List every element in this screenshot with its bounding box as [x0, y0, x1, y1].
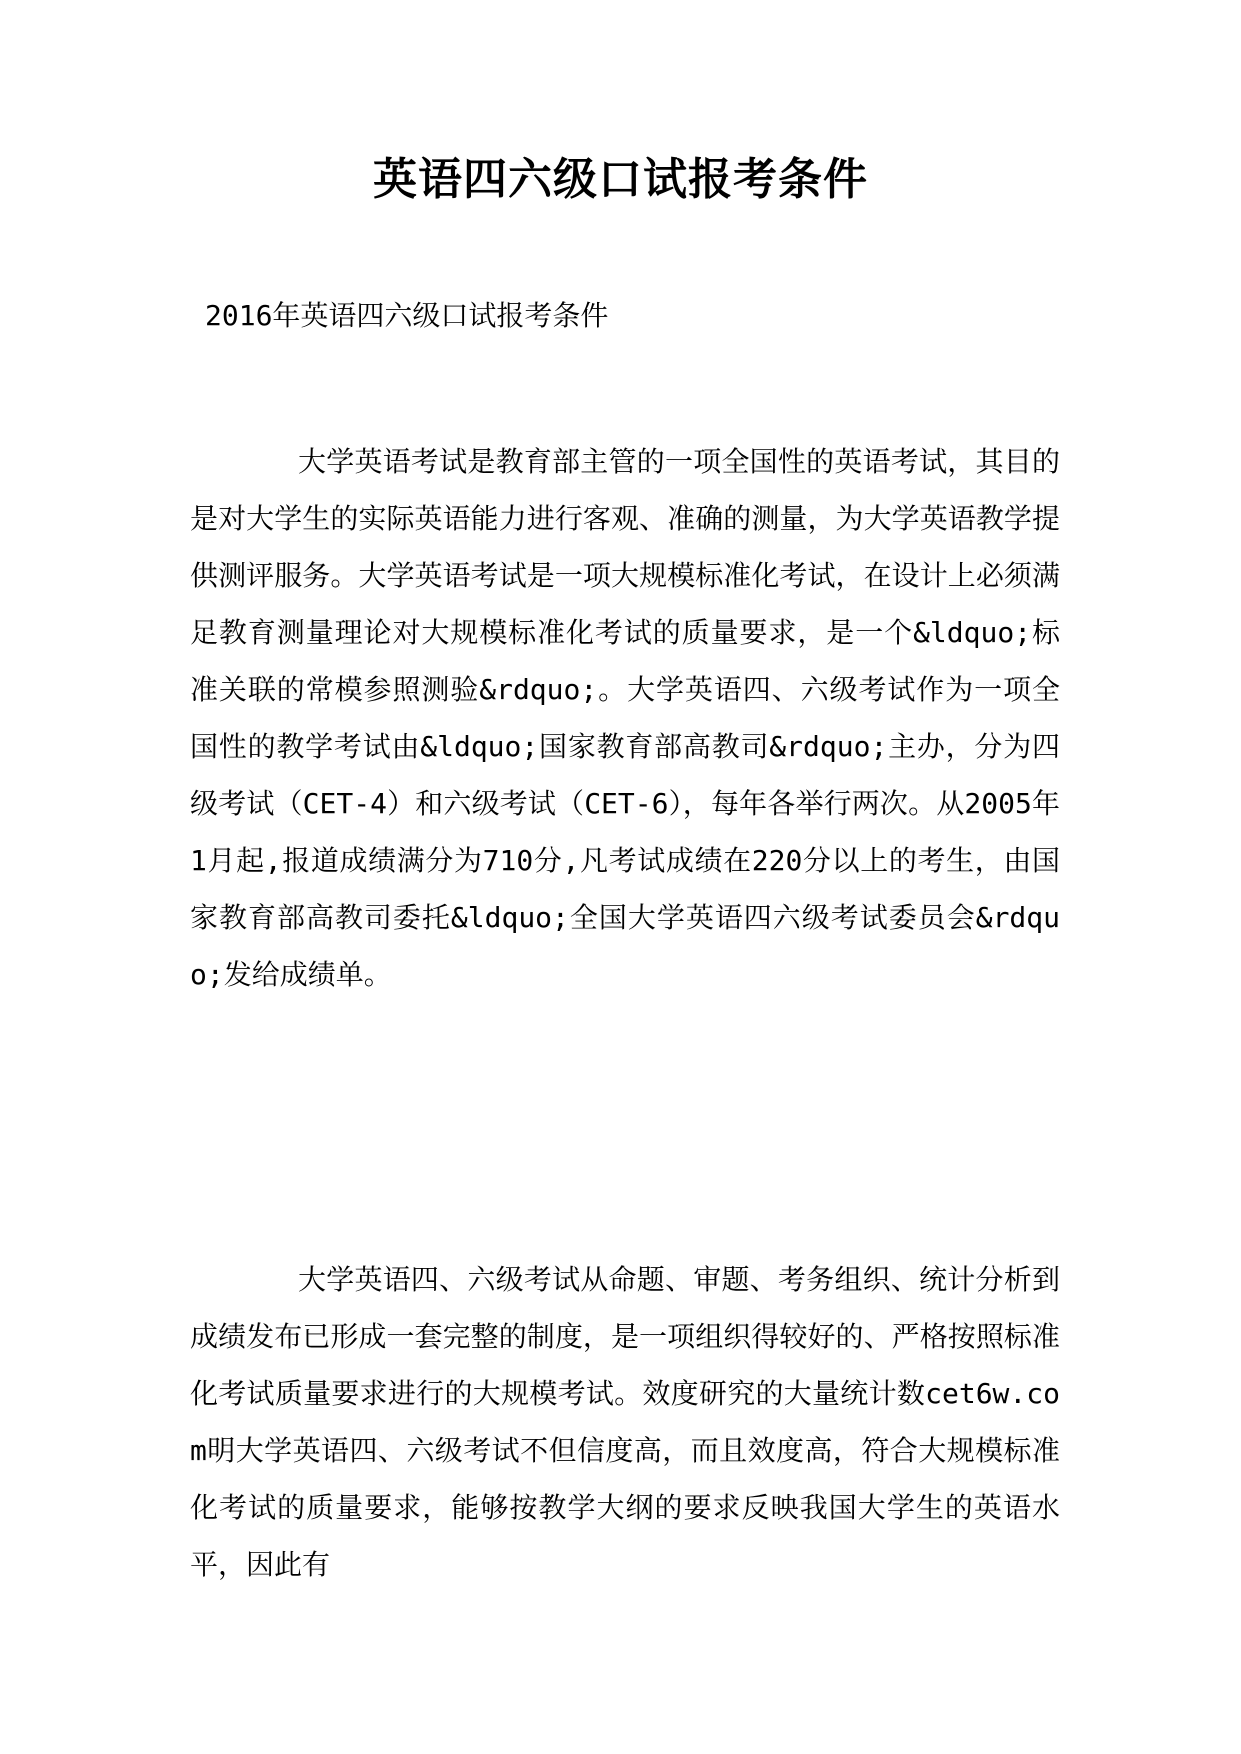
body-paragraph-2: 大学英语四、六级考试从命题、审题、考务组织、统计分析到成绩发布已形成一套完整的制度，是一项组织得较好的、严格按照标准化考试质量要求进行的大规模考试。效度研究的大量统计数cet6w.com明大学英语四、六级考试不但信度高，而且效度高，符合大规模标准化考试的质量要求，能够按教学大纲的要求反映我国大学生的英语水平，因此有 — [190, 1263, 1060, 1581]
body-paragraph-1: 大学英语考试是教育部主管的一项全国性的英语考试，其目的是对大学生的实际英语能力进行客观、准确的测量，为大学英语教学提供测评服务。大学英语考试是一项大规模标准化考试，在设计上必须满足教育测量理论对大规模标准化考试的质量要求，是一个&ldquo;标准关联的常模参照测验&rdquo;。大学英语四、六级考试作为一项全国性的教学考试由&ldquo;国家教育部高教司&rdquo;主办，分为四级考试（CET-4）和六级考试（CET-6），每年各举行两次。从2005年1月起,报道成绩满分为710分,凡考试成绩在220分以上的考生，由国家教育部高教司委托&ldquo;全国大学英语四六级考试委员会&rdquo;发给成绩单。 — [190, 445, 1060, 991]
document-subtitle: 2016年英语四六级口试报考条件 — [205, 299, 609, 332]
document-title: 英语四六级口试报考条件 — [373, 154, 868, 205]
